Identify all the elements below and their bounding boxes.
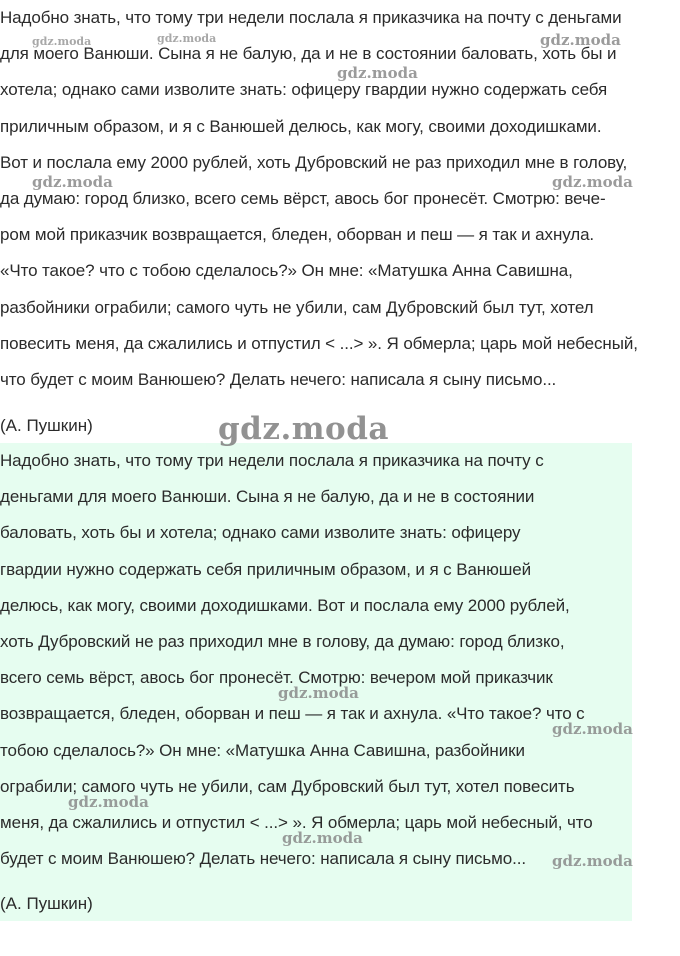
watermark: gdz.moda	[552, 173, 633, 191]
watermark: gdz.moda	[552, 720, 633, 738]
passage-original	[0, 0, 680, 398]
watermark: gdz.moda	[68, 793, 149, 811]
text-line: что будет с моим Ванюшею? Делать нечего: написала я сыну письмо...	[0, 370, 557, 390]
text-line: «Что такое? что с тобою сделалось?» Он мне: «Матушка Анна Савишна,	[0, 261, 573, 281]
watermark: gdz.moda	[540, 31, 621, 49]
text-line: Вот и послала ему 2000 рублей, хоть Дубровский не раз приходил мне в голову,	[0, 152, 628, 172]
watermark: gdz.moda	[32, 173, 113, 191]
text-line: меня, да сжалились и отпустил < ...> ». Я обмерла; царь мой небесный, что	[0, 813, 593, 833]
text-line: Надобно знать, что тому три недели послала я приказчика на почту с деньгами	[0, 8, 622, 27]
text-line: всего семь вёрст, авось бог пронесёт. Смотрю: вечером мой приказчик	[0, 668, 553, 688]
text-line: будет с моим Ванюшею? Делать нечего: написала я сыну письмо...	[0, 849, 526, 869]
watermark: gdz.moda	[552, 852, 633, 870]
watermark: gdz.moda	[282, 829, 363, 847]
text-line: гвардии нужно содержать себя приличным образом, и я с Ванюшей	[0, 559, 532, 579]
text-line: Надобно знать, что тому три недели послала я приказчика на почту с	[0, 451, 544, 470]
text-line: хотела; однако сами изволите знать: офицеру гвардии нужно содержать себя	[0, 80, 608, 100]
text-line: делюсь, как могу, своими доходишками. Вот и послала ему 2000 рублей,	[0, 595, 570, 615]
watermark-large: gdz.moda	[218, 411, 389, 447]
text-line: для моего Ванюши. Сына я не балую, да и не в состоянии баловать, хоть бы и	[0, 44, 617, 64]
text-line: тобою сделалось?» Он мне: «Матушка Анна Савишна, разбойники	[0, 740, 525, 760]
author-attribution: (А. Пушкин)	[0, 416, 93, 435]
text-line: возвращается, бледен, оборван и пеш — я так и ахнула. «Что такое? что с	[0, 704, 585, 724]
watermark: gdz.moda	[337, 64, 418, 82]
passage-answer-highlighted	[0, 443, 632, 921]
text-line: повесить меня, да сжалились и отпустил < ...> ». Я обмерла; царь мой небесный,	[0, 333, 638, 353]
text-line: да думаю: город близко, всего семь вёрст, авось бог пронесёт. Смотрю: вече-	[0, 189, 606, 209]
text-line: ограбили; самого чуть не убили, сам Дубровский был тут, хотел повесить	[0, 776, 575, 796]
text-line: разбойники ограбили; самого чуть не убили, сам Дубровский был тут, хотел	[0, 297, 594, 317]
text-line: хоть Дубровский не раз приходил мне в голову, да думаю: город близко,	[0, 632, 565, 652]
text-line: ром мой приказчик возвращается, бледен, оборван и пеш — я так и ахнула.	[0, 225, 595, 245]
watermark: gdz.moda	[32, 35, 92, 48]
text-line: деньгами для моего Ванюши. Сына я не балую, да и не в состоянии	[0, 487, 535, 507]
watermark: gdz.moda	[157, 32, 217, 45]
author-attribution: (А. Пушкин)	[0, 894, 93, 913]
text-line: баловать, хоть бы и хотела; однако сами изволите знать: офицеру	[0, 523, 521, 543]
watermark: gdz.moda	[278, 684, 359, 702]
text-line: приличным образом, и я с Ванюшей делюсь, как могу, своими доходишками.	[0, 116, 602, 136]
